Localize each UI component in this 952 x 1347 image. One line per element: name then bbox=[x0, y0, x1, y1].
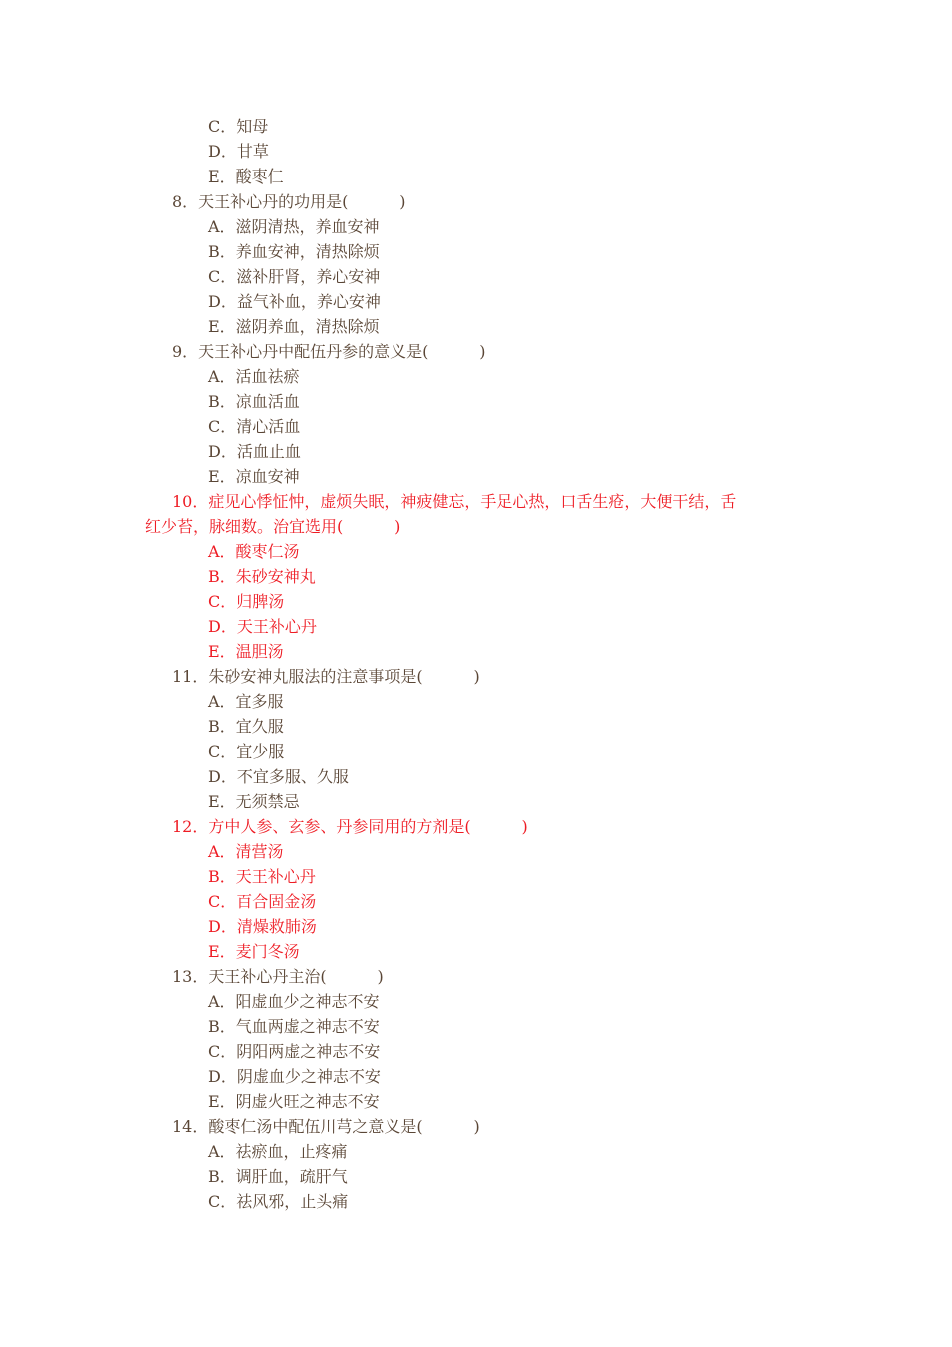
question-stem-continuation: 红少苔，脉细数。治宜选用( ) bbox=[145, 517, 401, 536]
question-stem: 14．酸枣仁汤中配伍川芎之意义是( ) bbox=[172, 1117, 480, 1136]
question-stem: 12．方中人参、玄参、丹参同用的方剂是( ) bbox=[172, 817, 528, 836]
answer-option: A．宜多服 bbox=[208, 692, 284, 711]
document-page bbox=[0, 114, 952, 1214]
answer-option: E．阴虚火旺之神志不安 bbox=[208, 1092, 380, 1111]
answer-option: C．知母 bbox=[208, 117, 269, 136]
answer-option: B．养血安神，清热除烦 bbox=[208, 242, 380, 261]
question-stem: 9．天王补心丹中配伍丹参的意义是( ) bbox=[172, 342, 486, 361]
answer-option: D．不宜多服、久服 bbox=[208, 767, 349, 786]
question-stem: 8．天王补心丹的功用是( ) bbox=[172, 192, 406, 211]
answer-option: A．酸枣仁汤 bbox=[208, 542, 300, 561]
answer-option: E．凉血安神 bbox=[208, 467, 300, 486]
answer-option: A．清营汤 bbox=[208, 842, 284, 861]
answer-option: B．凉血活血 bbox=[208, 392, 300, 411]
question-stem: 11．朱砂安神丸服法的注意事项是( ) bbox=[172, 667, 480, 686]
answer-option: E．无须禁忌 bbox=[208, 792, 300, 811]
answer-option: B．气血两虚之神志不安 bbox=[208, 1017, 380, 1036]
answer-option: C．百合固金汤 bbox=[208, 892, 317, 911]
answer-option: C．清心活血 bbox=[208, 417, 301, 436]
answer-option: E．温胆汤 bbox=[208, 642, 284, 661]
answer-option: D．活血止血 bbox=[208, 442, 301, 461]
answer-option: D．甘草 bbox=[208, 142, 269, 161]
answer-option: E．酸枣仁 bbox=[208, 167, 284, 186]
question-stem: 10．症见心悸怔忡，虚烦失眠，神疲健忘，手足心热，口舌生疮，大便干结，舌 bbox=[172, 492, 737, 511]
answer-option: D．阴虚血少之神志不安 bbox=[208, 1067, 381, 1086]
answer-option: B．天王补心丹 bbox=[208, 867, 316, 886]
answer-option: A．滋阴清热，养血安神 bbox=[208, 217, 380, 236]
question-stem: 13．天王补心丹主治( ) bbox=[172, 967, 384, 986]
answer-option: A．祛瘀血，止疼痛 bbox=[208, 1142, 348, 1161]
answer-option: C．滋补肝肾，养心安神 bbox=[208, 267, 381, 286]
answer-option: B．宜久服 bbox=[208, 717, 284, 736]
answer-option: B．调肝血，疏肝气 bbox=[208, 1167, 348, 1186]
answer-option: E．滋阴养血，清热除烦 bbox=[208, 317, 380, 336]
answer-option: E．麦门冬汤 bbox=[208, 942, 300, 961]
answer-option: C．阴阳两虚之神志不安 bbox=[208, 1042, 381, 1061]
answer-option: C．祛风邪，止头痛 bbox=[208, 1192, 349, 1211]
answer-option: B．朱砂安神丸 bbox=[208, 567, 316, 586]
answer-option: D．益气补血，养心安神 bbox=[208, 292, 381, 311]
answer-option: A．阳虚血少之神志不安 bbox=[208, 992, 380, 1011]
answer-option: D．天王补心丹 bbox=[208, 617, 317, 636]
answer-option: D．清燥救肺汤 bbox=[208, 917, 317, 936]
answer-option: A．活血祛瘀 bbox=[208, 367, 300, 386]
answer-option: C．宜少服 bbox=[208, 742, 285, 761]
answer-option: C．归脾汤 bbox=[208, 592, 285, 611]
